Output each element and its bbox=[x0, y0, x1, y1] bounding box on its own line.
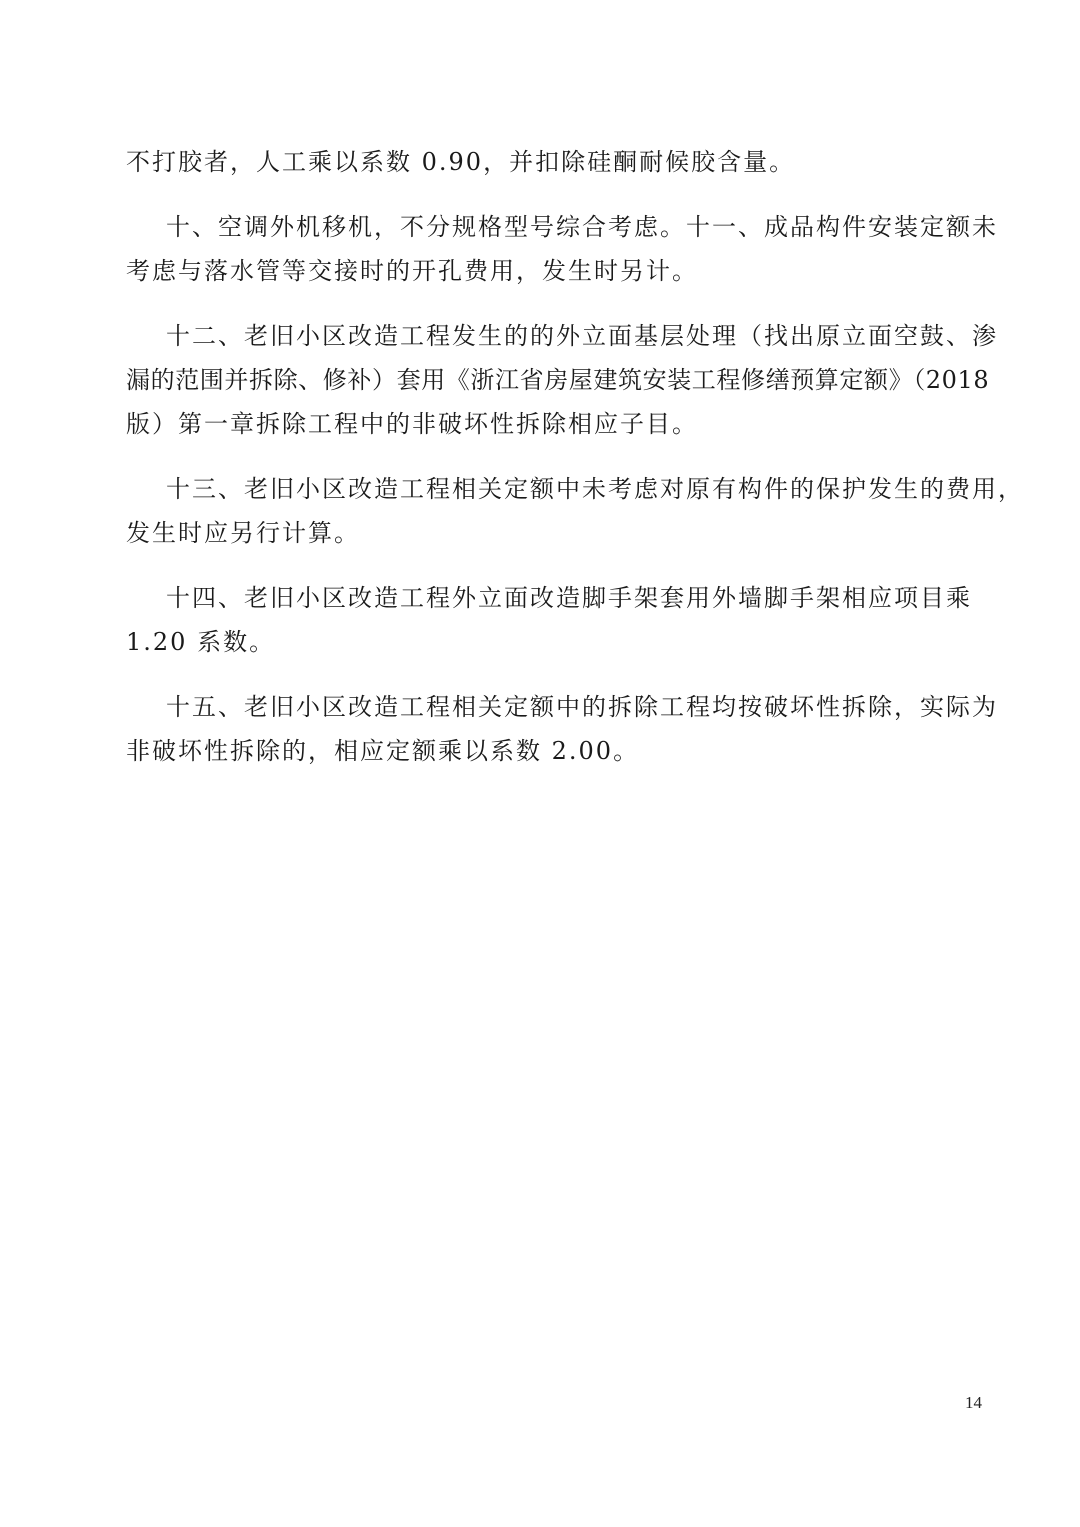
text-line: 十四、老旧小区改造工程外立面改造脚手架套用外墙脚手架相应项目乘 bbox=[166, 584, 972, 612]
text-line: 1.20 系数。 bbox=[126, 628, 276, 656]
text-line: 考虑与落水管等交接时的开孔费用，发生时另计。 bbox=[126, 257, 698, 285]
text-line: 十二、老旧小区改造工程发生的的外立面基层处理（找出原立面空鼓、渗 bbox=[166, 322, 998, 350]
paragraph-item-15 bbox=[126, 685, 998, 773]
text-line: 不打胶者，人工乘以系数 0.90，并扣除硅酮耐候胶含量。 bbox=[126, 148, 796, 176]
text-line: 十三、老旧小区改造工程相关定额中未考虑对原有构件的保护发生的费用， bbox=[166, 475, 1024, 503]
paragraph-item-13 bbox=[126, 467, 1024, 555]
text-line: 十五、老旧小区改造工程相关定额中的拆除工程均按破坏性拆除，实际为 bbox=[166, 693, 998, 721]
text-line: 版）第一章拆除工程中的非破坏性拆除相应子目。 bbox=[126, 410, 698, 438]
text-line: 发生时应另行计算。 bbox=[126, 519, 360, 547]
text-line: 漏的范围并拆除、修补）套用《浙江省房屋建筑安装工程修缮预算定额》（2018 bbox=[126, 366, 990, 394]
text-line: 十、空调外机移机，不分规格型号综合考虑。十一、成品构件安装定额未 bbox=[166, 213, 998, 241]
paragraph-item-14 bbox=[126, 576, 976, 664]
paragraph-item-10 bbox=[126, 205, 998, 293]
paragraph-continuation bbox=[126, 140, 976, 184]
page-number: 14 bbox=[965, 1393, 982, 1412]
paragraph-item-12 bbox=[126, 314, 998, 446]
body-text bbox=[126, 140, 1024, 794]
text-line: 非破坏性拆除的，相应定额乘以系数 2.00。 bbox=[126, 737, 640, 765]
